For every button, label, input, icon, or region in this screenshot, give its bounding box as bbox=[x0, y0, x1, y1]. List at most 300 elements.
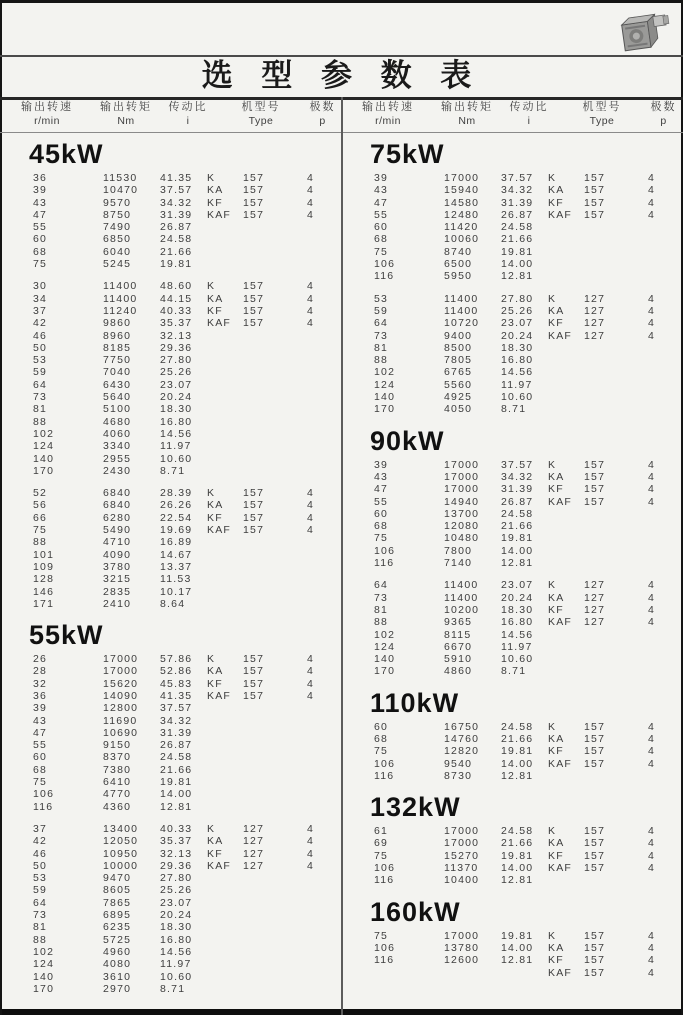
cell-torque: 11370 bbox=[444, 862, 479, 875]
cell-poles bbox=[648, 233, 683, 245]
cell-ratio: 41.35 bbox=[160, 689, 193, 702]
cell-torque: 9365 bbox=[444, 616, 473, 629]
cell-size bbox=[584, 665, 648, 677]
cell-poles: 4 bbox=[307, 196, 315, 209]
section-title: 75kW bbox=[370, 139, 445, 169]
cell-series: KA bbox=[207, 184, 224, 197]
cell-poles: 4 bbox=[648, 929, 656, 942]
cell-poles: 4 bbox=[648, 849, 656, 862]
cell-speed: 60 bbox=[33, 751, 48, 764]
table-row bbox=[0, 946, 341, 958]
cell-torque: 4090 bbox=[103, 548, 132, 561]
cell-size: 127 bbox=[243, 822, 265, 835]
cell-speed: 102 bbox=[33, 427, 55, 440]
cell-torque: 7800 bbox=[444, 544, 473, 557]
cell-poles bbox=[648, 532, 683, 544]
cell-speed: 75 bbox=[33, 776, 48, 789]
cell-torque: 10720 bbox=[444, 317, 480, 330]
header-unit: r/min bbox=[34, 115, 60, 127]
table-row bbox=[0, 690, 341, 702]
cell-size: 157 bbox=[584, 458, 606, 471]
table-row bbox=[0, 909, 341, 921]
cell-size bbox=[243, 598, 307, 610]
cell-size bbox=[243, 739, 307, 751]
cell-poles: 4 bbox=[307, 317, 315, 330]
cell-torque: 17000 bbox=[444, 470, 480, 483]
cell-size bbox=[584, 545, 648, 557]
cell-poles: 4 bbox=[307, 208, 315, 221]
table-row bbox=[0, 465, 341, 477]
cell-torque: 6235 bbox=[103, 921, 132, 934]
table-row bbox=[0, 172, 341, 184]
section-title: 110kW bbox=[370, 687, 460, 718]
cell-series bbox=[207, 788, 243, 800]
cell-series bbox=[548, 391, 584, 403]
cell-speed: 47 bbox=[374, 196, 389, 209]
cell-ratio: 14.00 bbox=[501, 258, 534, 271]
cell-size: 157 bbox=[243, 184, 265, 197]
cell-poles: 4 bbox=[648, 292, 656, 305]
header-half bbox=[341, 100, 683, 132]
cell-series bbox=[548, 508, 584, 520]
cell-series bbox=[548, 665, 584, 677]
cell-size: 157 bbox=[243, 653, 265, 666]
cell-speed: 68 bbox=[374, 732, 389, 745]
cell-series bbox=[548, 874, 584, 886]
header-cell bbox=[304, 100, 341, 132]
cell-series bbox=[548, 629, 584, 641]
cell-poles: 4 bbox=[307, 847, 315, 860]
table-row bbox=[0, 823, 341, 835]
cell-speed: 64 bbox=[374, 579, 389, 592]
cell-size bbox=[243, 751, 307, 763]
cell-ratio: 20.24 bbox=[501, 329, 534, 342]
cell-series: KF bbox=[548, 745, 564, 758]
cell-torque: 4360 bbox=[103, 800, 132, 813]
cell-series: KA bbox=[207, 835, 224, 848]
table-row bbox=[341, 508, 683, 520]
table-row bbox=[341, 862, 683, 874]
cell-ratio: 48.60 bbox=[160, 280, 193, 293]
cell-ratio: 34.32 bbox=[501, 184, 534, 197]
table-row bbox=[0, 653, 341, 665]
cell-series: KF bbox=[548, 483, 564, 496]
cell-size: 127 bbox=[584, 616, 606, 629]
cell-poles bbox=[307, 379, 341, 391]
data-block bbox=[341, 459, 683, 570]
cell-torque: 11530 bbox=[103, 172, 138, 184]
header-cell bbox=[435, 100, 499, 132]
table-row bbox=[0, 330, 341, 342]
cell-series bbox=[548, 233, 584, 245]
cell-size bbox=[243, 934, 307, 946]
cell-ratio: 20.24 bbox=[160, 909, 193, 922]
cell-poles: 4 bbox=[648, 495, 656, 508]
cell-poles: 4 bbox=[307, 653, 315, 666]
cell-size bbox=[584, 770, 648, 782]
cell-ratio: 31.39 bbox=[501, 196, 534, 209]
cell-speed: 140 bbox=[374, 653, 396, 666]
cell-poles bbox=[648, 520, 683, 532]
cell-size bbox=[243, 764, 307, 776]
table-row bbox=[341, 391, 683, 403]
table-row bbox=[341, 258, 683, 270]
cell-ratio: 23.07 bbox=[501, 579, 534, 592]
cell-torque: 6840 bbox=[103, 499, 132, 512]
section-title: 160kW bbox=[370, 896, 461, 927]
cell-speed bbox=[374, 967, 444, 979]
cell-speed: 64 bbox=[33, 896, 48, 909]
table-row bbox=[0, 971, 341, 983]
table-row bbox=[0, 835, 341, 847]
cell-series bbox=[207, 801, 243, 813]
cell-series bbox=[207, 751, 243, 763]
cell-torque: 2835 bbox=[103, 585, 132, 598]
table-row bbox=[0, 416, 341, 428]
cell-ratio: 31.39 bbox=[160, 208, 193, 221]
cell-poles: 4 bbox=[307, 304, 315, 317]
cell-series: KAF bbox=[548, 966, 573, 979]
header-cell bbox=[218, 100, 304, 132]
cell-poles bbox=[307, 958, 341, 970]
cell-torque: 4710 bbox=[103, 536, 132, 549]
cell-series bbox=[207, 934, 243, 946]
cell-series: K bbox=[548, 292, 557, 305]
cell-torque: 14760 bbox=[444, 732, 480, 745]
cell-torque: 6410 bbox=[103, 776, 132, 789]
cell-poles bbox=[307, 246, 341, 258]
cell-poles: 4 bbox=[648, 862, 656, 875]
table-row bbox=[0, 246, 341, 258]
cell-speed: 26 bbox=[33, 653, 48, 666]
table-row bbox=[341, 954, 683, 966]
cell-speed: 124 bbox=[374, 378, 396, 391]
cell-series bbox=[207, 246, 243, 258]
table-row bbox=[0, 561, 341, 573]
cell-torque: 2955 bbox=[103, 452, 132, 465]
cell-series: KA bbox=[548, 470, 565, 483]
cell-series: K bbox=[548, 825, 557, 838]
cell-size: 157 bbox=[243, 511, 265, 524]
cell-poles bbox=[307, 258, 341, 270]
cell-speed: 37 bbox=[33, 304, 48, 317]
cell-poles: 4 bbox=[307, 677, 315, 690]
cell-size bbox=[584, 246, 648, 258]
cell-series bbox=[207, 776, 243, 788]
cell-torque: 5490 bbox=[103, 524, 132, 537]
cell-ratio: 18.30 bbox=[160, 403, 193, 416]
cell-size bbox=[584, 221, 648, 233]
cell-series bbox=[207, 739, 243, 751]
cell-ratio: 14.56 bbox=[160, 945, 193, 958]
cell-torque: 6895 bbox=[103, 909, 132, 922]
cell-size bbox=[243, 776, 307, 788]
cell-torque: 5560 bbox=[444, 378, 473, 391]
header-cell bbox=[341, 100, 435, 132]
table-row bbox=[0, 403, 341, 415]
cell-torque: 11400 bbox=[444, 591, 479, 604]
header-cell bbox=[0, 100, 94, 132]
cell-speed: 68 bbox=[374, 233, 389, 246]
cell-speed: 116 bbox=[33, 800, 54, 813]
cell-series: KAF bbox=[207, 524, 232, 537]
cell-speed: 37 bbox=[33, 822, 48, 835]
cell-poles bbox=[307, 342, 341, 354]
table-row bbox=[341, 545, 683, 557]
cell-series: KAF bbox=[207, 859, 232, 872]
table-row bbox=[0, 727, 341, 739]
cell-size bbox=[243, 801, 307, 813]
cell-series bbox=[207, 702, 243, 714]
header-half bbox=[0, 100, 341, 132]
cell-ratio: 29.36 bbox=[160, 341, 193, 354]
header-label: 机型号 bbox=[582, 101, 622, 113]
cell-poles: 4 bbox=[648, 837, 656, 850]
cell-speed: 88 bbox=[33, 536, 48, 549]
cell-ratio: 20.24 bbox=[160, 391, 193, 404]
cell-poles: 4 bbox=[648, 954, 656, 967]
cell-torque: 8740 bbox=[444, 245, 473, 258]
cell-poles bbox=[307, 403, 341, 415]
table-row bbox=[341, 293, 683, 305]
cell-size bbox=[584, 520, 648, 532]
cell-speed: 55 bbox=[374, 208, 389, 221]
cell-poles bbox=[307, 440, 341, 452]
table-row bbox=[341, 246, 683, 258]
table-content bbox=[0, 134, 683, 1009]
cell-speed: 140 bbox=[33, 452, 55, 465]
cell-size bbox=[243, 549, 307, 561]
cell-speed: 124 bbox=[374, 640, 396, 653]
cell-speed: 106 bbox=[374, 862, 396, 875]
cell-ratio: 40.33 bbox=[160, 822, 193, 835]
table-row bbox=[341, 641, 683, 653]
cell-speed: 81 bbox=[33, 403, 48, 416]
header-unit: p bbox=[660, 115, 667, 127]
table-row bbox=[341, 579, 683, 591]
cell-ratio bbox=[501, 967, 548, 979]
cell-speed: 124 bbox=[33, 958, 55, 971]
cell-ratio: 8.71 bbox=[501, 665, 527, 678]
cell-series: KA bbox=[548, 304, 565, 317]
cell-speed: 50 bbox=[33, 341, 48, 354]
cell-torque: 4770 bbox=[103, 788, 132, 801]
cell-ratio: 24.58 bbox=[501, 720, 534, 733]
cell-size: 157 bbox=[584, 483, 606, 496]
cell-torque: 9570 bbox=[103, 196, 132, 209]
cell-size bbox=[584, 342, 648, 354]
header-cell bbox=[645, 100, 682, 132]
cell-speed: 53 bbox=[33, 872, 48, 885]
table-row bbox=[0, 221, 341, 233]
cell-series: KA bbox=[548, 732, 565, 745]
cell-torque: 3780 bbox=[103, 560, 132, 573]
cell-poles bbox=[307, 788, 341, 800]
cell-speed: 64 bbox=[374, 317, 389, 330]
cell-series bbox=[207, 884, 243, 896]
header-label: 传动比 bbox=[509, 101, 549, 113]
cell-size bbox=[243, 573, 307, 585]
cell-ratio: 26.87 bbox=[501, 495, 534, 508]
cell-series bbox=[548, 770, 584, 782]
page-border-top bbox=[0, 0, 683, 3]
table-row bbox=[341, 379, 683, 391]
cell-poles: 4 bbox=[648, 757, 656, 770]
cell-ratio: 19.81 bbox=[501, 245, 534, 258]
cell-size: 157 bbox=[584, 745, 606, 758]
table-row bbox=[0, 884, 341, 896]
cell-size bbox=[243, 983, 307, 995]
cell-ratio: 14.56 bbox=[501, 366, 534, 379]
table-row bbox=[341, 403, 683, 415]
cell-poles bbox=[648, 342, 683, 354]
cell-speed: 170 bbox=[33, 464, 55, 477]
cell-poles: 4 bbox=[648, 579, 656, 592]
cell-ratio: 44.15 bbox=[160, 292, 193, 305]
cell-speed: 47 bbox=[33, 208, 48, 221]
cell-poles bbox=[307, 727, 341, 739]
cell-series: KA bbox=[548, 184, 565, 197]
cell-poles: 4 bbox=[648, 941, 656, 954]
cell-speed: 47 bbox=[33, 726, 48, 739]
cell-size: 127 bbox=[584, 304, 606, 317]
cell-size bbox=[584, 557, 648, 569]
cell-poles bbox=[307, 233, 341, 245]
cell-torque: 3215 bbox=[103, 573, 132, 586]
cell-ratio: 12.81 bbox=[501, 557, 534, 570]
cell-speed: 109 bbox=[33, 560, 55, 573]
cell-speed: 39 bbox=[374, 458, 389, 471]
cell-size bbox=[584, 391, 648, 403]
table-row bbox=[341, 733, 683, 745]
cell-torque: 4960 bbox=[103, 945, 132, 958]
cell-series: K bbox=[548, 458, 557, 471]
cell-ratio: 14.56 bbox=[160, 427, 193, 440]
cell-ratio: 24.58 bbox=[501, 507, 534, 520]
cell-torque: 10000 bbox=[103, 859, 139, 872]
cell-poles: 4 bbox=[648, 184, 656, 197]
cell-torque: 4860 bbox=[444, 665, 473, 678]
cell-series: K bbox=[548, 579, 557, 592]
table-row bbox=[0, 586, 341, 598]
cell-size bbox=[584, 532, 648, 544]
header-unit: Type bbox=[248, 115, 274, 127]
cell-speed: 88 bbox=[374, 616, 389, 629]
cell-poles bbox=[307, 934, 341, 946]
cell-poles bbox=[648, 258, 683, 270]
cell-series bbox=[207, 453, 243, 465]
cell-series bbox=[207, 416, 243, 428]
cell-speed: 75 bbox=[33, 524, 48, 537]
cell-poles: 4 bbox=[648, 616, 656, 629]
cell-series bbox=[207, 233, 243, 245]
cell-poles: 4 bbox=[307, 184, 315, 197]
cell-series: KF bbox=[207, 196, 223, 209]
cell-series bbox=[207, 342, 243, 354]
cell-torque: 6765 bbox=[444, 366, 473, 379]
cell-poles bbox=[307, 536, 341, 548]
table-row bbox=[0, 366, 341, 378]
cell-size bbox=[243, 715, 307, 727]
cell-size: 127 bbox=[584, 329, 606, 342]
data-block bbox=[341, 293, 683, 416]
cell-poles: 4 bbox=[648, 591, 656, 604]
cell-series bbox=[548, 342, 584, 354]
cell-poles: 4 bbox=[307, 859, 315, 872]
cell-torque: 7380 bbox=[103, 763, 132, 776]
cell-ratio: 8.71 bbox=[160, 464, 186, 477]
cell-speed: 75 bbox=[374, 745, 389, 758]
cell-poles: 4 bbox=[307, 292, 315, 305]
cell-torque: 11400 bbox=[444, 292, 479, 305]
cell-poles: 4 bbox=[648, 966, 656, 979]
cell-torque: 3340 bbox=[103, 440, 132, 453]
cell-series bbox=[207, 258, 243, 270]
cell-poles bbox=[307, 971, 341, 983]
table-row bbox=[341, 366, 683, 378]
cell-poles bbox=[307, 416, 341, 428]
cell-size: 157 bbox=[584, 172, 606, 184]
cell-size: 127 bbox=[584, 603, 606, 616]
table-row bbox=[0, 983, 341, 995]
cell-ratio: 11.97 bbox=[501, 640, 533, 653]
cell-poles bbox=[307, 453, 341, 465]
cell-size: 157 bbox=[243, 665, 265, 678]
cell-torque: 17000 bbox=[444, 825, 480, 838]
table-row bbox=[0, 715, 341, 727]
cell-size: 127 bbox=[584, 591, 606, 604]
cell-series: KAF bbox=[548, 495, 573, 508]
cell-size bbox=[584, 366, 648, 378]
header-label: 极数 bbox=[309, 101, 336, 113]
cell-poles: 4 bbox=[648, 458, 656, 471]
cell-ratio: 27.80 bbox=[160, 354, 193, 367]
header-label: 极数 bbox=[650, 101, 677, 113]
table-row bbox=[0, 921, 341, 933]
cell-series: KF bbox=[548, 196, 564, 209]
cell-torque: 10060 bbox=[444, 233, 480, 246]
cell-size bbox=[243, 536, 307, 548]
cell-poles bbox=[307, 801, 341, 813]
cell-speed: 73 bbox=[33, 909, 48, 922]
cell-series bbox=[207, 428, 243, 440]
cell-poles bbox=[648, 545, 683, 557]
cell-ratio: 20.24 bbox=[501, 591, 534, 604]
cell-poles bbox=[307, 354, 341, 366]
cell-torque: 12080 bbox=[444, 520, 480, 533]
cell-size bbox=[243, 366, 307, 378]
table-row bbox=[0, 293, 341, 305]
cell-ratio: 16.80 bbox=[501, 354, 534, 367]
cell-poles bbox=[307, 330, 341, 342]
cell-poles bbox=[648, 403, 683, 415]
cell-poles: 4 bbox=[307, 689, 315, 702]
cell-size bbox=[584, 641, 648, 653]
header-label: 输出转速 bbox=[362, 101, 414, 113]
cell-size bbox=[584, 379, 648, 391]
cell-series bbox=[207, 366, 243, 378]
cell-size bbox=[243, 465, 307, 477]
cell-size bbox=[584, 354, 648, 366]
cell-speed: 39 bbox=[33, 702, 48, 715]
cell-speed: 32 bbox=[33, 677, 48, 690]
cell-torque: 9470 bbox=[103, 872, 132, 885]
section-title: 132kW bbox=[370, 792, 461, 823]
cell-torque: 10400 bbox=[444, 874, 480, 887]
cell-size: 157 bbox=[243, 499, 265, 512]
cell-size bbox=[243, 946, 307, 958]
cell-ratio: 14.00 bbox=[501, 544, 534, 557]
